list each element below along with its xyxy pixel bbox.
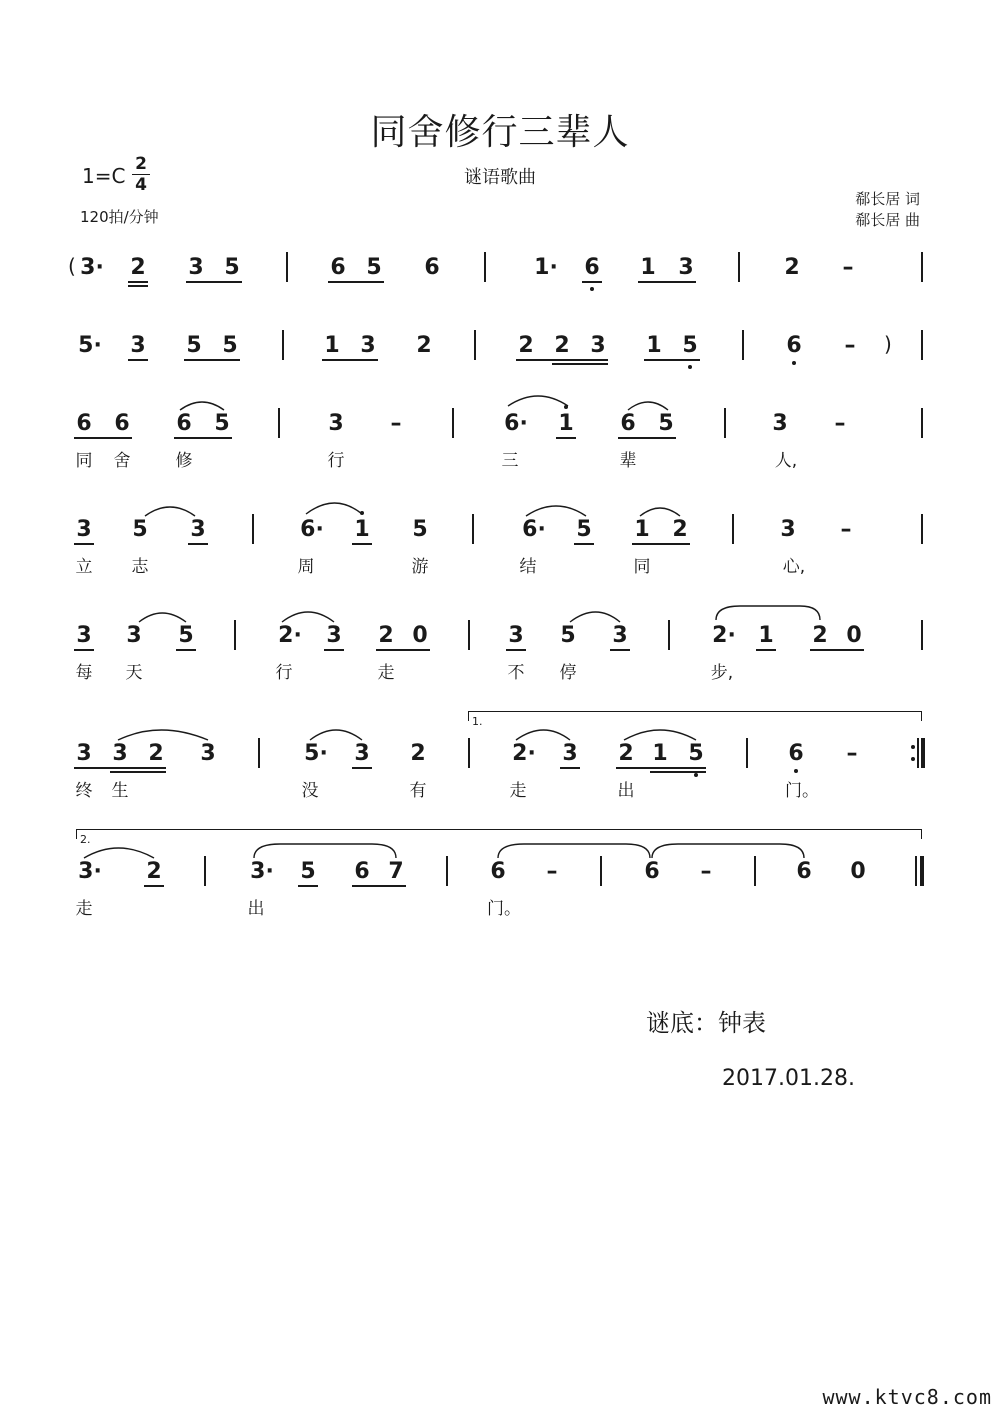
note: 1 <box>354 517 370 542</box>
slur <box>145 507 195 516</box>
note: 2 <box>554 333 570 358</box>
composition-date: 2017.01.28. <box>722 1066 855 1091</box>
final-barline-thin <box>915 856 917 886</box>
note: 5 <box>412 517 428 542</box>
extension-dash: – <box>390 411 402 436</box>
underline <box>618 437 676 439</box>
note: 5· <box>304 741 328 766</box>
slur <box>628 402 668 410</box>
lyric: 不 <box>507 663 525 683</box>
note: 3 <box>354 741 370 766</box>
note: 3· <box>78 859 102 884</box>
note: 6 <box>114 411 130 436</box>
lyric: 走 <box>75 899 93 919</box>
note: 3 <box>188 255 204 280</box>
slur <box>306 503 362 514</box>
note: 6 <box>644 859 660 884</box>
underline <box>174 437 232 439</box>
note: 6 <box>620 411 636 436</box>
repeat-barline-thick <box>921 738 925 768</box>
lyric: 每 <box>75 663 93 683</box>
repeat-barline-thin <box>917 738 919 768</box>
note: 3 <box>360 333 376 358</box>
note: 5 <box>214 411 230 436</box>
underline <box>176 649 196 651</box>
note: 3 <box>590 333 606 358</box>
lyric: 修 <box>175 451 193 471</box>
note: 5 <box>682 333 698 358</box>
slur <box>716 606 820 620</box>
note: 3 <box>190 517 206 542</box>
repeat-sign-dot <box>911 745 915 749</box>
underline <box>352 885 406 887</box>
note: 3 <box>112 741 128 766</box>
underline <box>616 767 706 769</box>
note: 6 <box>584 255 600 280</box>
slur <box>139 613 186 622</box>
note: 3 <box>772 411 788 436</box>
barline <box>754 856 756 886</box>
lyric: 停 <box>559 663 577 683</box>
repeat-sign-dot <box>911 757 915 761</box>
note: 2 <box>784 255 800 280</box>
note: 6· <box>300 517 324 542</box>
note: 3· <box>250 859 274 884</box>
underline <box>756 649 776 651</box>
underline <box>74 649 94 651</box>
extension-dash: – <box>546 859 558 884</box>
song-subtitle: 谜语歌曲 <box>464 167 536 188</box>
lyric: 步, <box>710 663 734 683</box>
lyric: 走 <box>377 663 395 683</box>
lyric: 心, <box>782 557 806 577</box>
underline <box>74 767 166 769</box>
note: 2 <box>148 741 164 766</box>
underline <box>144 885 164 887</box>
note: 6 <box>786 333 802 358</box>
note: 3 <box>76 741 92 766</box>
slur <box>652 844 804 858</box>
underline <box>352 543 372 545</box>
note: 0 <box>412 623 428 648</box>
underline <box>560 767 580 769</box>
slur <box>180 402 224 410</box>
underline <box>376 649 430 651</box>
barline <box>668 620 670 650</box>
lyric: 立 <box>75 557 93 577</box>
extension-dash: – <box>840 517 852 542</box>
barline <box>282 330 284 360</box>
barline <box>474 330 476 360</box>
underline <box>324 649 344 651</box>
lower-octave-dot <box>792 361 796 365</box>
barline <box>446 856 448 886</box>
first-ending-label: 1. <box>472 715 483 728</box>
site-watermark: www.ktvc8.com <box>822 1385 992 1409</box>
open-parenthesis: ( <box>68 254 76 278</box>
note: 5 <box>132 517 148 542</box>
song-title: 同舍修行三辈人 <box>370 112 630 153</box>
note: 3 <box>562 741 578 766</box>
barline <box>278 408 280 438</box>
note: 0 <box>850 859 866 884</box>
note: 3 <box>76 517 92 542</box>
note: 6 <box>490 859 506 884</box>
note: 2 <box>812 623 828 648</box>
barline <box>452 408 454 438</box>
lower-octave-dot <box>688 365 692 369</box>
note: 2· <box>712 623 736 648</box>
underline <box>506 649 526 651</box>
time-signature-top: 2 <box>135 154 147 174</box>
underline <box>638 281 696 283</box>
note: 2 <box>130 255 146 280</box>
tempo-marking: 120拍/分钟 <box>80 208 159 226</box>
upper-octave-dot <box>360 511 364 515</box>
note: 2 <box>410 741 426 766</box>
barline <box>921 514 923 544</box>
lower-octave-dot <box>694 773 698 777</box>
final-barline-thick <box>920 856 924 886</box>
extension-dash: – <box>834 411 846 436</box>
underline <box>644 359 700 361</box>
underline <box>328 281 384 283</box>
barline <box>724 408 726 438</box>
barline <box>742 330 744 360</box>
lyric: 出 <box>617 781 635 801</box>
barline <box>286 252 288 282</box>
lyric: 三 <box>501 451 519 471</box>
underline <box>128 359 148 361</box>
note: 1 <box>640 255 656 280</box>
lyric: 周 <box>297 557 315 577</box>
note: 3 <box>326 623 342 648</box>
slur <box>516 730 570 740</box>
lyric: 同 <box>633 557 651 577</box>
note: 1 <box>758 623 774 648</box>
underline <box>188 543 208 545</box>
underline <box>74 543 94 545</box>
underline <box>128 281 148 283</box>
underline <box>810 649 864 651</box>
underline <box>516 359 608 361</box>
note: 1 <box>646 333 662 358</box>
note: 3· <box>80 255 104 280</box>
slur <box>118 730 208 740</box>
note: 2 <box>416 333 432 358</box>
barline <box>921 252 923 282</box>
underline <box>650 771 706 773</box>
underline <box>582 281 602 283</box>
lower-octave-dot <box>590 287 594 291</box>
barline <box>921 408 923 438</box>
underline <box>552 363 608 365</box>
slur <box>570 612 620 622</box>
upper-octave-dot <box>564 405 568 409</box>
lyric: 结 <box>519 557 537 577</box>
note: 1 <box>558 411 574 436</box>
underline <box>574 543 594 545</box>
close-parenthesis: ) <box>884 332 892 356</box>
second-ending-bracket <box>76 829 922 839</box>
note: 5 <box>688 741 704 766</box>
lyric: 终 <box>75 781 93 801</box>
note: 5 <box>576 517 592 542</box>
lyric: 志 <box>131 557 149 577</box>
barline <box>234 620 236 650</box>
note: 5 <box>224 255 240 280</box>
note: 5 <box>300 859 316 884</box>
first-ending-bracket <box>468 711 922 721</box>
lyric: 行 <box>275 663 293 683</box>
note: 1 <box>324 333 340 358</box>
note: 3 <box>508 623 524 648</box>
lyric: 游 <box>411 557 429 577</box>
lyricist-credit: 郗长居 词 <box>855 190 920 208</box>
underline <box>128 285 148 287</box>
note: 2· <box>512 741 536 766</box>
second-ending-label: 2. <box>80 833 91 846</box>
note: 5 <box>222 333 238 358</box>
lyric: 走 <box>509 781 527 801</box>
underline <box>352 767 372 769</box>
note: 6 <box>424 255 440 280</box>
note: 5· <box>78 333 102 358</box>
note: 5 <box>658 411 674 436</box>
slur <box>624 730 696 740</box>
lyric: 行 <box>327 451 345 471</box>
note: 2 <box>672 517 688 542</box>
note: 3 <box>126 623 142 648</box>
underline <box>298 885 318 887</box>
note: 1 <box>634 517 650 542</box>
extension-dash: – <box>700 859 712 884</box>
slur <box>640 508 680 516</box>
lyric: 辈 <box>619 451 637 471</box>
slur <box>498 844 650 858</box>
lower-octave-dot <box>794 769 798 773</box>
lyric: 天 <box>125 663 143 683</box>
note: 6 <box>796 859 812 884</box>
underline <box>74 437 132 439</box>
underline <box>632 543 690 545</box>
barline <box>468 620 470 650</box>
underline <box>184 359 240 361</box>
note: 6· <box>504 411 528 436</box>
lyric: 人, <box>774 451 798 471</box>
note: 2 <box>378 623 394 648</box>
note: 3 <box>200 741 216 766</box>
slur <box>282 612 334 622</box>
note: 3 <box>76 623 92 648</box>
note: 6 <box>788 741 804 766</box>
lyric: 出 <box>247 899 265 919</box>
note: 3 <box>612 623 628 648</box>
extension-dash: – <box>846 741 858 766</box>
barline <box>204 856 206 886</box>
note: 6 <box>176 411 192 436</box>
lyric: 生 <box>111 781 129 801</box>
note: 2· <box>278 623 302 648</box>
lyric: 同 <box>75 451 93 471</box>
underline <box>186 281 242 283</box>
lyric: 门。 <box>785 781 819 801</box>
barline <box>732 514 734 544</box>
lyric: 门。 <box>487 899 521 919</box>
slur <box>310 730 362 740</box>
barline <box>921 620 923 650</box>
time-signature <box>132 154 150 195</box>
note: 6 <box>330 255 346 280</box>
underline <box>322 359 378 361</box>
barline <box>468 738 470 768</box>
underline <box>610 649 630 651</box>
note: 5 <box>186 333 202 358</box>
note: 3 <box>130 333 146 358</box>
note: 6· <box>522 517 546 542</box>
lyric: 有 <box>409 781 427 801</box>
note: 2 <box>518 333 534 358</box>
note: 1· <box>534 255 558 280</box>
composer-credit: 郗长居 曲 <box>855 211 920 229</box>
underline <box>110 771 166 773</box>
note: 7 <box>388 859 404 884</box>
barline <box>472 514 474 544</box>
note: 2 <box>146 859 162 884</box>
key-signature: 1=C <box>82 164 126 188</box>
note: 1 <box>652 741 668 766</box>
note: 5 <box>560 623 576 648</box>
extension-dash: – <box>844 333 856 358</box>
barline <box>921 330 923 360</box>
slur <box>526 506 586 516</box>
slur <box>254 844 396 858</box>
barline <box>738 252 740 282</box>
time-signature-bottom: 4 <box>135 175 147 195</box>
note: 6 <box>76 411 92 436</box>
underline <box>556 437 576 439</box>
extension-dash: – <box>842 255 854 280</box>
barline <box>746 738 748 768</box>
note: 5 <box>366 255 382 280</box>
barline <box>484 252 486 282</box>
slur <box>508 396 568 406</box>
lyric: 舍 <box>113 451 131 471</box>
riddle-answer: 谜底：钟表 <box>646 1009 766 1037</box>
slur <box>84 848 154 858</box>
note: 3 <box>328 411 344 436</box>
note: 6 <box>354 859 370 884</box>
note: 3 <box>780 517 796 542</box>
barline <box>252 514 254 544</box>
lyric: 没 <box>301 781 319 801</box>
note: 5 <box>178 623 194 648</box>
barline <box>258 738 260 768</box>
barline <box>600 856 602 886</box>
note: 0 <box>846 623 862 648</box>
note: 3 <box>678 255 694 280</box>
note: 2 <box>618 741 634 766</box>
